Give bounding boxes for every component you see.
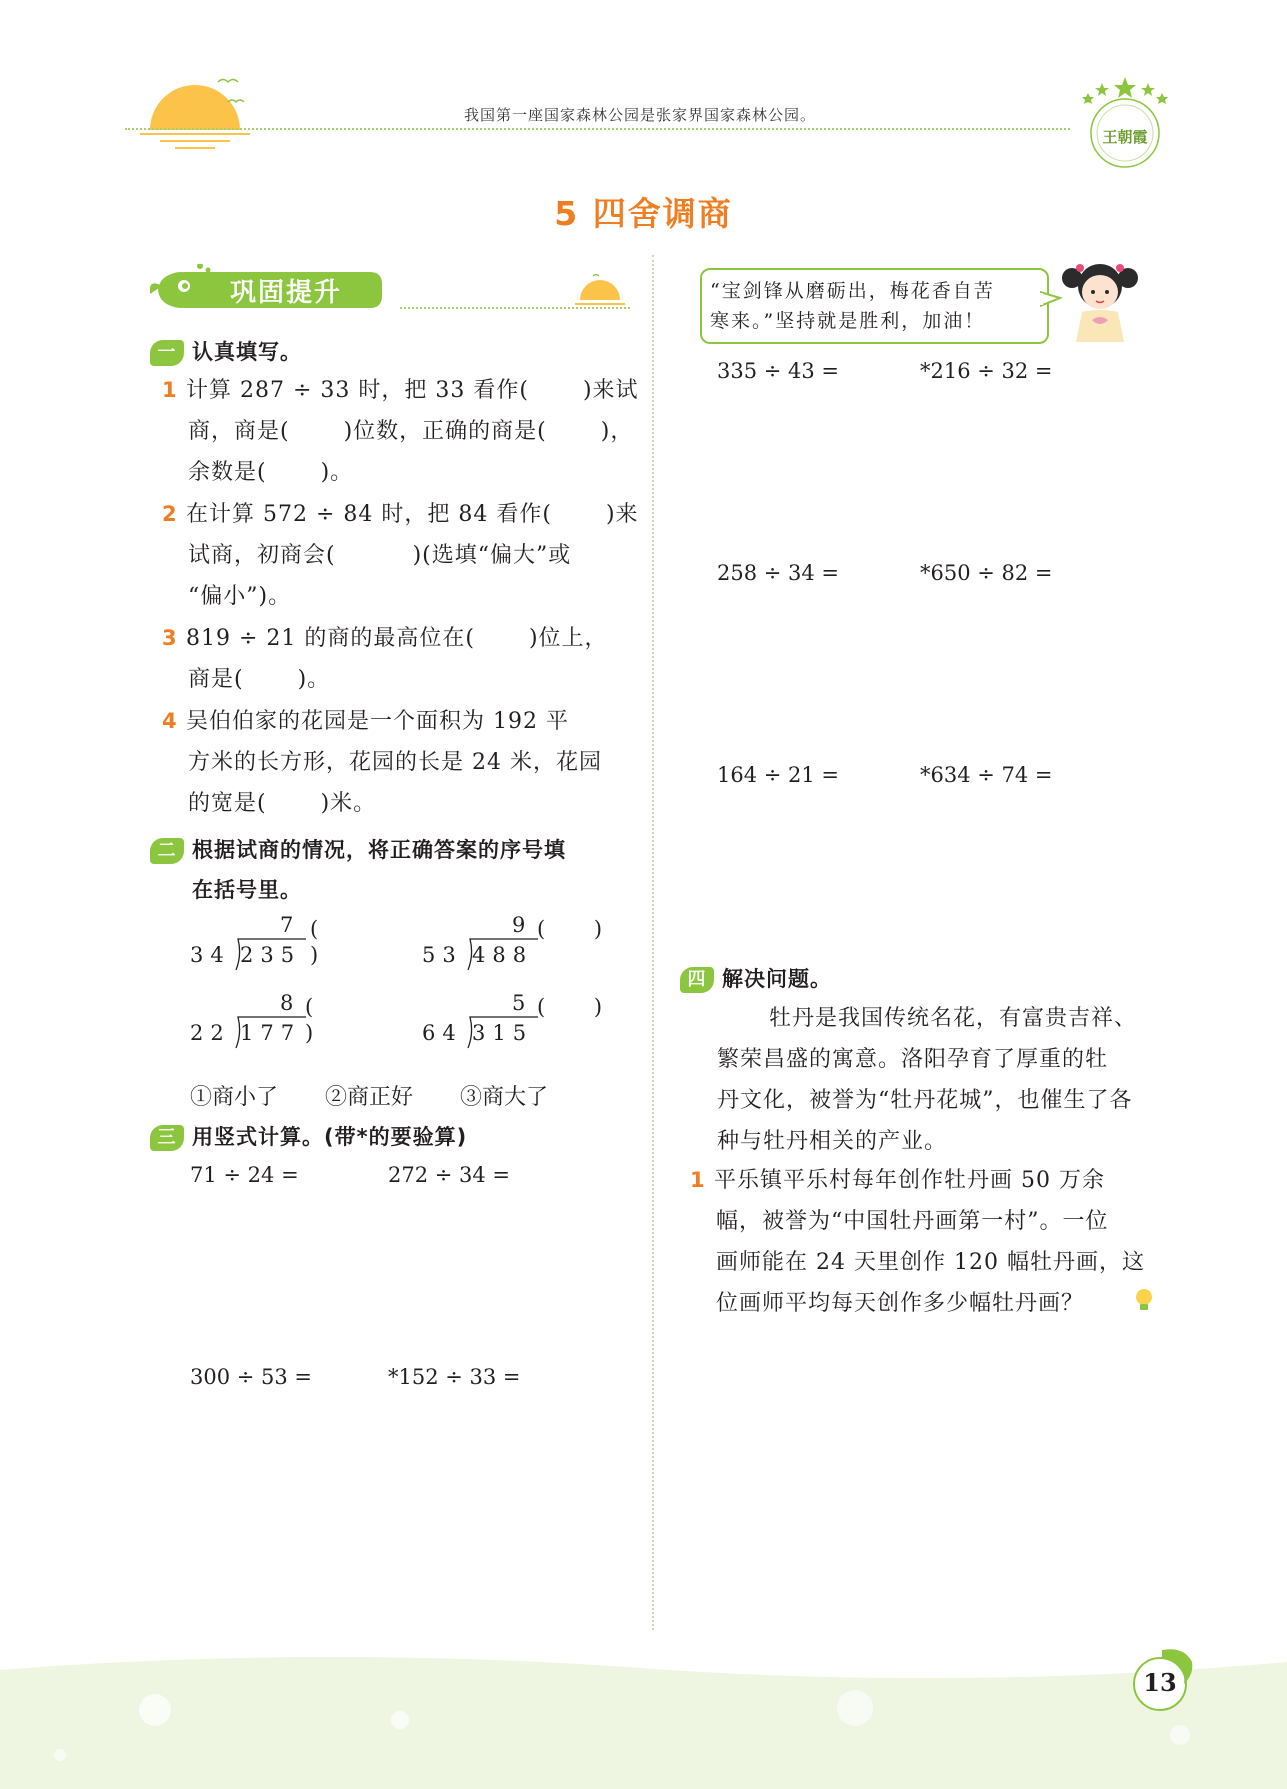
section-1-title: 认真填写。 xyxy=(192,340,302,364)
calc-problem: *650 ÷ 82 = xyxy=(920,561,1053,585)
intro-text: 牡丹是我国传统名花，有富贵吉祥、 xyxy=(769,1006,1138,1031)
division-quotient: 9 xyxy=(512,913,533,937)
long-division-2 xyxy=(422,913,622,973)
section-2-badge: 二 xyxy=(150,838,184,864)
calc-problem: 335 ÷ 43 = xyxy=(717,359,840,383)
page-title: 5 四舍调商 xyxy=(554,194,733,233)
answer-blank: ( ) xyxy=(305,995,362,1045)
division-divisor: 22 xyxy=(190,1021,231,1045)
calc-problem: *216 ÷ 32 = xyxy=(920,359,1053,383)
sunrise-icon xyxy=(140,70,250,150)
division-dividend: 488 xyxy=(472,943,534,967)
question-text: 画师能在 24 天里创作 120 幅牡丹画，这 xyxy=(716,1250,1145,1275)
question-text: 在计算 572 ÷ 84 时，把 84 看作( )来 xyxy=(186,502,639,527)
section-4-intro xyxy=(717,998,1137,1162)
question-4-1 xyxy=(690,1160,1145,1324)
answer-blank: ( ) xyxy=(537,917,603,941)
division-quotient: 8 xyxy=(280,991,301,1015)
banner-dotted-line xyxy=(400,307,630,309)
small-sun-icon xyxy=(575,270,625,310)
brand-logo-text: 王朝霞 xyxy=(1102,128,1148,146)
question-1-1 xyxy=(162,370,639,493)
long-division-4 xyxy=(422,991,622,1051)
question-text: 商，商是( )位数，正确的商是( )， xyxy=(188,419,634,444)
question-text: 方米的长方形，花园的长是 24 米，花园 xyxy=(188,750,602,775)
calc-problem: 300 ÷ 53 = xyxy=(190,1365,313,1389)
question-text: 计算 287 ÷ 33 时，把 33 看作( )来试 xyxy=(186,378,639,403)
section-3-heading xyxy=(150,1121,467,1151)
brand-logo-icon xyxy=(1080,75,1170,170)
section-3-badge: 三 xyxy=(150,1125,184,1151)
section-4-title: 解决问题。 xyxy=(722,967,832,991)
option-item: ③商大了 xyxy=(460,1085,549,1110)
question-number: 4 xyxy=(162,709,178,733)
section-2-heading xyxy=(150,830,566,910)
question-text: “偏小”)。 xyxy=(188,584,292,609)
calc-problem: 71 ÷ 24 = xyxy=(190,1163,299,1187)
division-divisor: 34 xyxy=(190,943,231,967)
option-item: ①商小了 xyxy=(190,1085,279,1110)
calc-problem: 258 ÷ 34 = xyxy=(717,561,840,585)
option-item: ②商正好 xyxy=(325,1085,414,1110)
lightbulb-hint-icon[interactable] xyxy=(1133,1287,1155,1313)
section-banner-label: 巩固提升 xyxy=(230,278,343,308)
question-text: 位画师平均每天创作多少幅牡丹画？ xyxy=(716,1291,1085,1316)
question-text: 商是( )。 xyxy=(188,667,331,692)
question-text: 余数是( )。 xyxy=(188,460,354,485)
question-text: 试商，初商会( )(选填“偏大”或 xyxy=(188,543,572,568)
question-1-3 xyxy=(162,618,608,700)
question-number: 1 xyxy=(162,378,178,402)
division-dividend: 177 xyxy=(240,1021,302,1045)
section-4-badge: 四 xyxy=(680,967,714,993)
division-dividend: 315 xyxy=(472,1021,534,1045)
speech-text xyxy=(710,276,1045,336)
section-2-title-line2: 在括号里。 xyxy=(192,878,302,902)
intro-text: 种与牡丹相关的产业。 xyxy=(717,1129,948,1154)
calc-problem: 164 ÷ 21 = xyxy=(717,763,840,787)
footer-background xyxy=(0,1640,1287,1789)
speech-line: 寒来。”坚持就是胜利，加油！ xyxy=(710,310,986,332)
girl-illustration-icon xyxy=(1060,250,1140,345)
question-text: 819 ÷ 21 的商的最高位在( )位上， xyxy=(186,626,608,651)
section-2-title-line1: 根据试商的情况，将正确答案的序号填 xyxy=(192,838,566,862)
section-1-badge: 一 xyxy=(150,340,184,366)
column-divider xyxy=(652,255,654,1630)
answer-blank: ( ) xyxy=(310,917,367,967)
division-divisor: 53 xyxy=(422,943,463,967)
answer-options xyxy=(190,1080,548,1111)
page-number: 13 xyxy=(1143,1668,1177,1697)
question-1-4 xyxy=(162,701,602,824)
question-text: 平乐镇平乐村每年创作牡丹画 50 万余 xyxy=(714,1168,1105,1193)
section-4-heading xyxy=(680,963,832,993)
section-1-heading xyxy=(150,336,302,366)
long-division-1 xyxy=(190,913,367,973)
calc-problem: 272 ÷ 34 = xyxy=(388,1163,511,1187)
intro-text: 繁荣昌盛的寓意。洛阳孕育了厚重的牡 xyxy=(717,1047,1109,1072)
division-divisor: 64 xyxy=(422,1021,463,1045)
division-dividend: 235 xyxy=(240,943,302,967)
header-divider xyxy=(125,128,1070,130)
division-quotient: 5 xyxy=(512,991,533,1015)
calc-problem: *152 ÷ 33 = xyxy=(388,1365,521,1389)
question-number: 3 xyxy=(162,626,178,650)
header-tip: 我国第一座国家森林公园是张家界国家森林公园。 xyxy=(463,106,816,124)
long-division-3 xyxy=(190,991,362,1051)
intro-text: 丹文化，被誉为“牡丹花城”，也催生了各 xyxy=(717,1088,1133,1113)
speech-line: “宝剑锋从磨砺出，梅花香自苦 xyxy=(710,280,995,302)
question-number: 1 xyxy=(690,1168,706,1192)
question-number: 2 xyxy=(162,502,178,526)
section-3-title: 用竖式计算。(带*的要验算) xyxy=(192,1125,468,1149)
question-text: 吴伯伯家的花园是一个面积为 192 平 xyxy=(186,709,569,734)
question-text: 的宽是( )米。 xyxy=(188,791,377,816)
calc-problem: *634 ÷ 74 = xyxy=(920,763,1053,787)
question-text: 幅，被誉为“中国牡丹画第一村”。一位 xyxy=(716,1209,1109,1234)
question-1-2 xyxy=(162,494,639,617)
answer-blank: ( ) xyxy=(537,995,603,1019)
division-quotient: 7 xyxy=(280,913,301,937)
